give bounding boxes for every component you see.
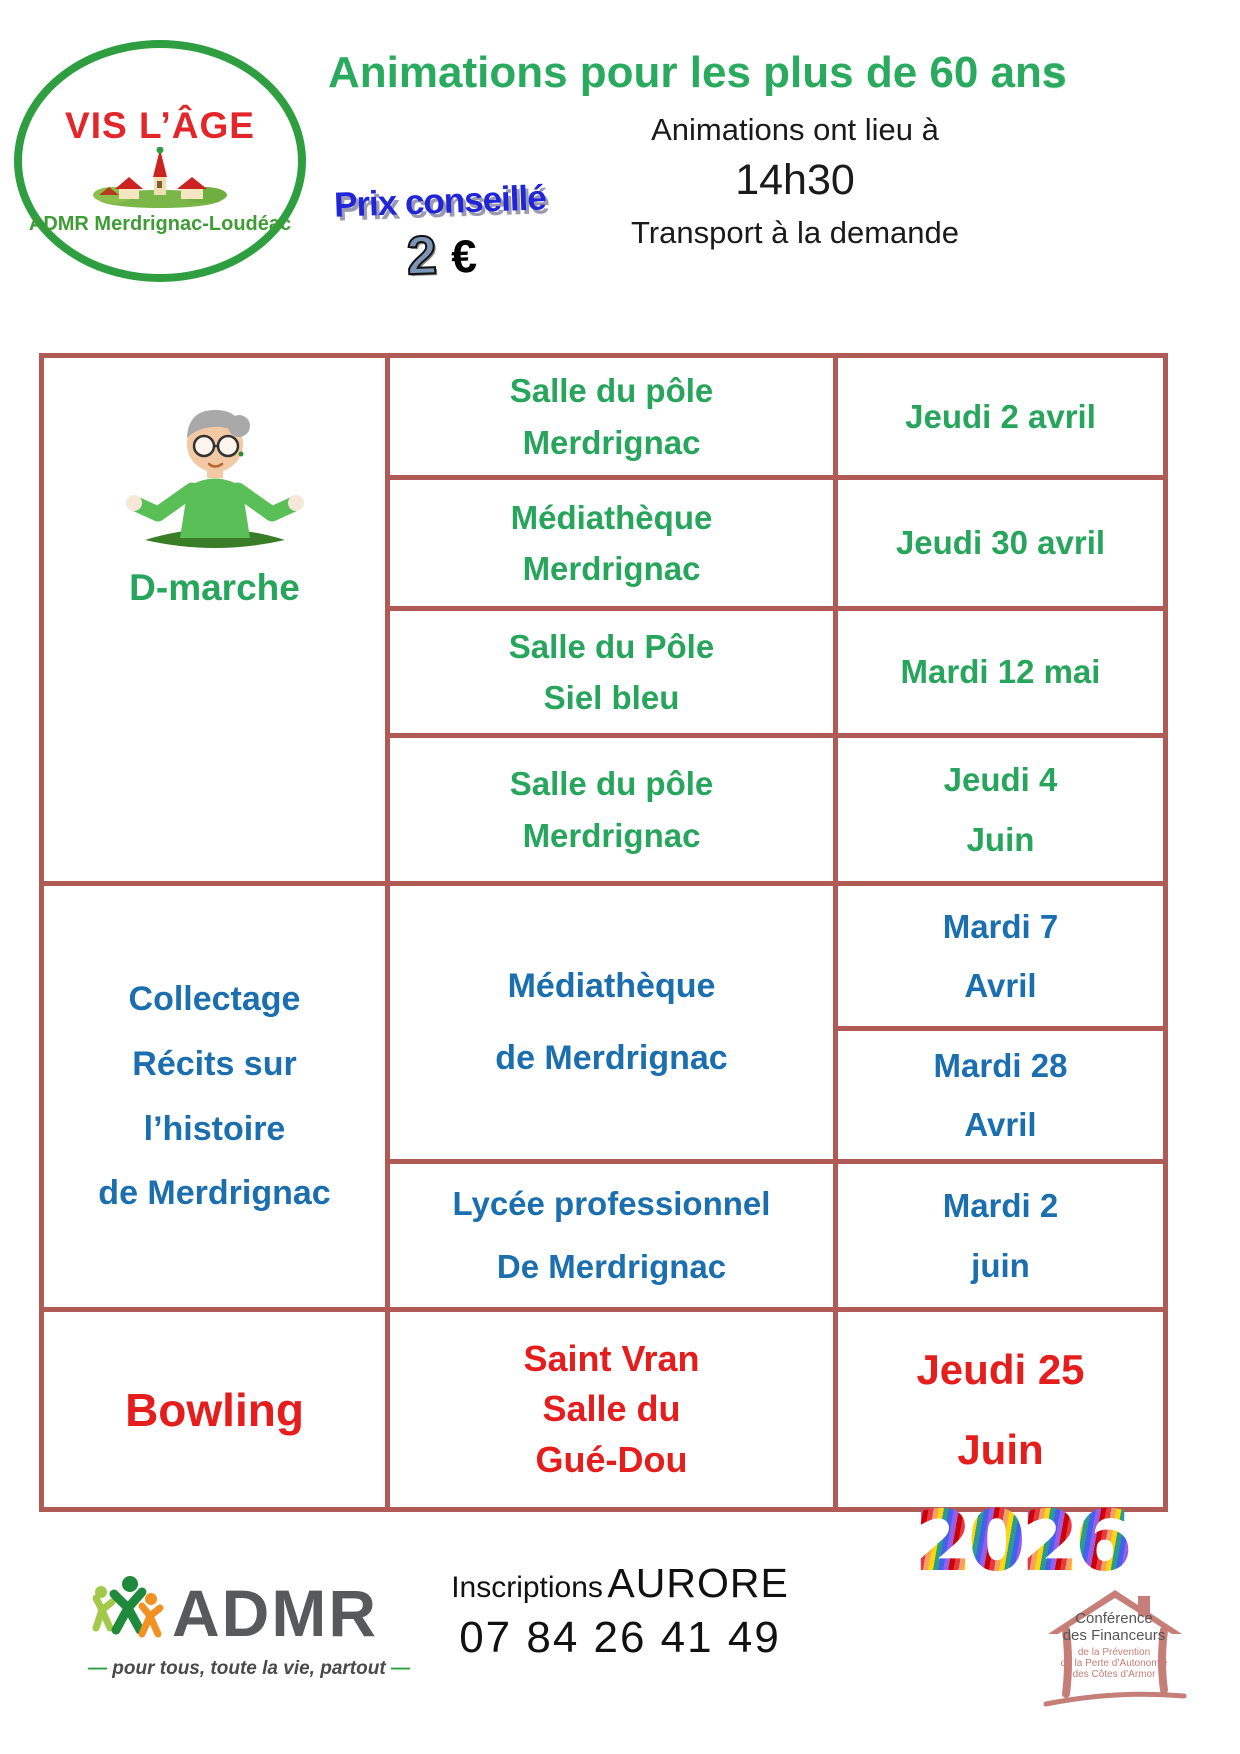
conference-financeurs-logo (1040, 1582, 1190, 1717)
schedule-time: 14h30 (735, 156, 855, 204)
year-2026-graphic: 2026 (896, 1492, 1146, 1590)
activity-cell-d-marche (42, 356, 388, 884)
admr-tagline: — pour tous, toute la vie, partout — (88, 1658, 410, 1679)
inscriptions-label: Inscriptions (451, 1571, 603, 1604)
meditating-person-icon (110, 392, 320, 562)
admr-name: ADMR (172, 1576, 378, 1650)
admr-people-icon (88, 1572, 168, 1654)
admr-logo (88, 1572, 410, 1680)
tagline-dash-right: — (390, 1658, 410, 1679)
activity-cell-collectage: Collectage Récits sur l’histoire de Merdrignac (42, 884, 388, 1310)
phone-number: 07 84 26 41 49 (459, 1613, 781, 1662)
table-row (42, 1310, 1166, 1510)
title-bold-suffix: s (1041, 48, 1067, 97)
schedule-line2: Transport à la demande (631, 215, 959, 250)
date-cell: Mardi 28 Avril (836, 1029, 1166, 1162)
conference-text: Conférence des Financeurs de la Prévention de la Perte d’Autonomie des Côtes d’Armor (1060, 1610, 1168, 1680)
activity-label-d-marche: D-marche (129, 567, 300, 608)
date-cell: Jeudi 30 avril (836, 478, 1166, 609)
vis-lage-title: VIS L’ÂGE (65, 104, 255, 146)
inscriptions-name: AURORE (607, 1560, 789, 1606)
activity-cell-bowling: Bowling (42, 1310, 388, 1510)
location-cell: Salle du Pôle Siel bleu (388, 609, 836, 736)
price-block (324, 178, 557, 290)
vis-lage-logo (14, 40, 306, 282)
location-cell: Salle du pôle Merdrignac (388, 356, 836, 478)
village-icon (85, 147, 235, 209)
date-cell: Jeudi 25 Juin (836, 1310, 1166, 1510)
date-cell: Mardi 2 juin (836, 1162, 1166, 1310)
table-row (42, 356, 1166, 478)
table-row (42, 884, 1166, 1029)
date-cell: Jeudi 2 avril (836, 356, 1166, 478)
schedule-line1: Animations ont lieu à (651, 112, 939, 147)
location-cell: Salle du pôle Merdrignac (388, 736, 836, 884)
location-cell: Saint Vran Salle du Gué-Dou (388, 1310, 836, 1510)
location-cell: Médiathèque de Merdrignac (388, 884, 836, 1162)
tagline-dash-left: — (88, 1658, 107, 1679)
inscriptions-block (420, 1560, 820, 1663)
schedule-table (39, 353, 1168, 1512)
location-cell: Médiathèque Merdrignac (388, 478, 836, 609)
date-cell: Mardi 7 Avril (836, 884, 1166, 1029)
euro-sign: € (450, 229, 478, 283)
date-cell: Mardi 12 mai (836, 609, 1166, 736)
schedule-info (545, 112, 1045, 251)
price-label: Prix conseillé (333, 178, 547, 225)
vis-lage-subtitle: ADMR Merdrignac-Loudéac (28, 212, 292, 235)
page-title: Animations pour les plus de 60 ans (328, 48, 1067, 97)
location-cell: Lycée professionnel De Merdrignac (388, 1162, 836, 1310)
price-two: 2 (405, 225, 438, 287)
price-value (326, 220, 558, 290)
date-cell: Jeudi 4 Juin (836, 736, 1166, 884)
